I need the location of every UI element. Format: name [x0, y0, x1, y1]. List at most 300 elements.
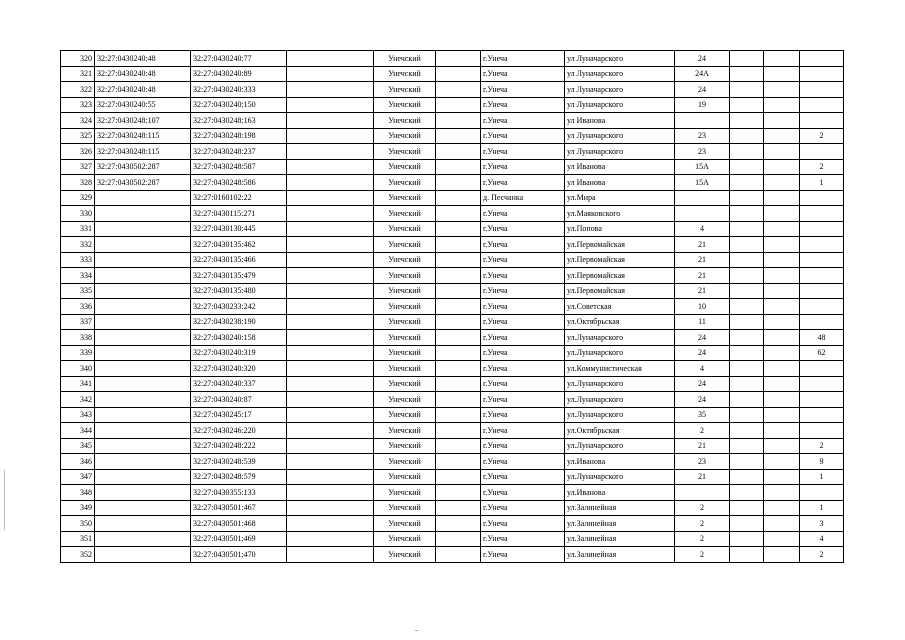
empty-cell-cell: [287, 159, 374, 175]
empty-cell-cell: [730, 97, 764, 113]
empty-cell-cell: [287, 221, 374, 237]
locality-cell: г.Унеча: [481, 252, 565, 268]
empty-cell-cell: [436, 190, 481, 206]
house-number-cell: 21: [675, 268, 730, 284]
house-number-cell: 4: [675, 221, 730, 237]
locality-cell: г.Унеча: [481, 423, 565, 439]
old-cadastral-number-cell: [95, 376, 191, 392]
street-cell: ул Иванова: [565, 159, 675, 175]
locality-cell: г.Унеча: [481, 345, 565, 361]
district-cell: Унечский: [374, 283, 436, 299]
row-number-cell: 329: [61, 190, 95, 206]
empty-cell-cell: [436, 66, 481, 82]
empty-cell-cell: [730, 485, 764, 501]
apartment-number-cell: 48: [800, 330, 844, 346]
house-number-cell: [675, 206, 730, 222]
house-number-cell: 24: [675, 51, 730, 67]
table-row: [61, 454, 844, 470]
empty-cell-cell: [436, 438, 481, 454]
apartment-number-cell: 2: [800, 128, 844, 144]
row-number-cell: 338: [61, 330, 95, 346]
cadastral-number-cell: 32:27:0430240:150: [191, 97, 287, 113]
cadastral-number-cell: 32:27:0430135:462: [191, 237, 287, 253]
empty-cell-cell: [436, 500, 481, 516]
street-cell: ул.Октябрьская: [565, 423, 675, 439]
apartment-number-cell: [800, 144, 844, 160]
house-number-cell: 11: [675, 314, 730, 330]
empty-cell-cell: [287, 97, 374, 113]
street-cell: ул Луначарского: [565, 144, 675, 160]
district-cell: Унечский: [374, 392, 436, 408]
table-row: [61, 144, 844, 160]
empty-cell-cell: [764, 531, 800, 547]
apartment-number-cell: [800, 97, 844, 113]
empty-cell-cell: [730, 206, 764, 222]
empty-cell-cell: [730, 469, 764, 485]
table-row: [61, 330, 844, 346]
empty-cell-cell: [730, 299, 764, 315]
row-number-cell: 350: [61, 516, 95, 532]
row-number-cell: 323: [61, 97, 95, 113]
old-cadastral-number-cell: [95, 237, 191, 253]
district-cell: Унечский: [374, 175, 436, 191]
house-number-cell: 2: [675, 423, 730, 439]
empty-cell-cell: [287, 237, 374, 253]
empty-cell-cell: [764, 268, 800, 284]
locality-cell: г.Унеча: [481, 97, 565, 113]
street-cell: ул.Первомайская: [565, 252, 675, 268]
apartment-number-cell: 3: [800, 516, 844, 532]
empty-cell-cell: [764, 376, 800, 392]
apartment-number-cell: [800, 66, 844, 82]
street-cell: ул Луначарского: [565, 66, 675, 82]
old-cadastral-number-cell: 32:27:0430240:48: [95, 51, 191, 67]
cadastral-number-cell: 32:27:0430130:445: [191, 221, 287, 237]
old-cadastral-number-cell: [95, 330, 191, 346]
row-number-cell: 320: [61, 51, 95, 67]
empty-cell-cell: [436, 531, 481, 547]
empty-cell-cell: [436, 128, 481, 144]
row-number-cell: 344: [61, 423, 95, 439]
district-cell: Унечский: [374, 314, 436, 330]
empty-cell-cell: [764, 51, 800, 67]
district-cell: Унечский: [374, 376, 436, 392]
empty-cell-cell: [730, 500, 764, 516]
empty-cell-cell: [287, 299, 374, 315]
house-number-cell: [675, 190, 730, 206]
empty-cell-cell: [764, 485, 800, 501]
registry-table: [60, 50, 844, 563]
empty-cell-cell: [436, 299, 481, 315]
apartment-number-cell: 2: [800, 159, 844, 175]
old-cadastral-number-cell: [95, 392, 191, 408]
empty-cell-cell: [730, 361, 764, 377]
locality-cell: г.Унеча: [481, 531, 565, 547]
apartment-number-cell: 2: [800, 547, 844, 563]
empty-cell-cell: [287, 268, 374, 284]
old-cadastral-number-cell: [95, 454, 191, 470]
empty-cell-cell: [436, 485, 481, 501]
empty-cell-cell: [436, 144, 481, 160]
apartment-number-cell: [800, 268, 844, 284]
cadastral-number-cell: 32:27:0430238:190: [191, 314, 287, 330]
old-cadastral-number-cell: [95, 423, 191, 439]
district-cell: Унечский: [374, 252, 436, 268]
empty-cell-cell: [287, 113, 374, 129]
house-number-cell: 24А: [675, 66, 730, 82]
old-cadastral-number-cell: 32:27:0430240:48: [95, 66, 191, 82]
house-number-cell: 24: [675, 330, 730, 346]
row-number-cell: 330: [61, 206, 95, 222]
empty-cell-cell: [287, 531, 374, 547]
street-cell: ул.Залинейная: [565, 516, 675, 532]
empty-cell-cell: [764, 454, 800, 470]
empty-cell-cell: [436, 330, 481, 346]
street-cell: ул.Луначарского: [565, 469, 675, 485]
empty-cell-cell: [730, 438, 764, 454]
cadastral-number-cell: 32:27:0430240:319: [191, 345, 287, 361]
empty-cell-cell: [730, 531, 764, 547]
empty-cell-cell: [730, 159, 764, 175]
empty-cell-cell: [287, 376, 374, 392]
empty-cell-cell: [287, 361, 374, 377]
empty-cell-cell: [730, 268, 764, 284]
house-number-cell: [675, 485, 730, 501]
district-cell: Унечский: [374, 159, 436, 175]
old-cadastral-number-cell: [95, 469, 191, 485]
empty-cell-cell: [287, 469, 374, 485]
street-cell: ул.Маяковского: [565, 206, 675, 222]
locality-cell: г.Унеча: [481, 221, 565, 237]
empty-cell-cell: [436, 252, 481, 268]
old-cadastral-number-cell: [95, 190, 191, 206]
empty-cell-cell: [764, 221, 800, 237]
old-cadastral-number-cell: [95, 438, 191, 454]
table-row: [61, 392, 844, 408]
apartment-number-cell: [800, 361, 844, 377]
empty-cell-cell: [764, 500, 800, 516]
house-number-cell: 35: [675, 407, 730, 423]
district-cell: Унечский: [374, 206, 436, 222]
table-row: [61, 423, 844, 439]
cadastral-number-cell: 32:27:0430135:466: [191, 252, 287, 268]
district-cell: Унечский: [374, 531, 436, 547]
empty-cell-cell: [730, 330, 764, 346]
empty-cell-cell: [287, 500, 374, 516]
empty-cell-cell: [764, 345, 800, 361]
empty-cell-cell: [764, 469, 800, 485]
locality-cell: г.Унеча: [481, 454, 565, 470]
empty-cell-cell: [436, 547, 481, 563]
empty-cell-cell: [287, 392, 374, 408]
empty-cell-cell: [287, 252, 374, 268]
cadastral-number-cell: 32:27:0430240:87: [191, 392, 287, 408]
street-cell: ул Иванова: [565, 113, 675, 129]
apartment-number-cell: 1: [800, 175, 844, 191]
empty-cell-cell: [287, 283, 374, 299]
table-row: [61, 469, 844, 485]
apartment-number-cell: 62: [800, 345, 844, 361]
district-cell: Унечский: [374, 299, 436, 315]
table-row: [61, 376, 844, 392]
district-cell: Унечский: [374, 547, 436, 563]
scan-edge-mark: [4, 470, 5, 530]
row-number-cell: 337: [61, 314, 95, 330]
street-cell: ул.Мира: [565, 190, 675, 206]
district-cell: Унечский: [374, 516, 436, 532]
table-row: [61, 252, 844, 268]
old-cadastral-number-cell: 32:27:0430248:107: [95, 113, 191, 129]
apartment-number-cell: 1: [800, 500, 844, 516]
locality-cell: г.Унеча: [481, 469, 565, 485]
locality-cell: г.Унеча: [481, 175, 565, 191]
house-number-cell: 24: [675, 345, 730, 361]
empty-cell-cell: [764, 283, 800, 299]
empty-cell-cell: [764, 237, 800, 253]
old-cadastral-number-cell: [95, 500, 191, 516]
street-cell: ул.Первомайская: [565, 283, 675, 299]
street-cell: ул.Иванова: [565, 485, 675, 501]
cadastral-number-cell: 32:27:0430501:468: [191, 516, 287, 532]
empty-cell-cell: [287, 407, 374, 423]
table-row: [61, 128, 844, 144]
old-cadastral-number-cell: [95, 221, 191, 237]
locality-cell: г.Унеча: [481, 144, 565, 160]
locality-cell: г.Унеча: [481, 113, 565, 129]
old-cadastral-number-cell: [95, 407, 191, 423]
locality-cell: г.Унеча: [481, 500, 565, 516]
empty-cell-cell: [764, 330, 800, 346]
cadastral-number-cell: 32:27:0430115:271: [191, 206, 287, 222]
empty-cell-cell: [436, 454, 481, 470]
empty-cell-cell: [730, 314, 764, 330]
table-row: [61, 438, 844, 454]
empty-cell-cell: [287, 345, 374, 361]
empty-cell-cell: [764, 314, 800, 330]
empty-cell-cell: [287, 330, 374, 346]
empty-cell-cell: [730, 454, 764, 470]
cadastral-number-cell: 32:27:0430501:470: [191, 547, 287, 563]
empty-cell-cell: [764, 516, 800, 532]
locality-cell: г.Унеча: [481, 547, 565, 563]
locality-cell: г.Унеча: [481, 516, 565, 532]
old-cadastral-number-cell: 32:27:0430240:55: [95, 97, 191, 113]
empty-cell-cell: [436, 175, 481, 191]
empty-cell-cell: [436, 376, 481, 392]
street-cell: ул.Залинейная: [565, 500, 675, 516]
empty-cell-cell: [287, 66, 374, 82]
cadastral-number-cell: 32:27:0430248:587: [191, 159, 287, 175]
district-cell: Унечский: [374, 345, 436, 361]
empty-cell-cell: [436, 283, 481, 299]
cadastral-number-cell: 32:27:0430135:480: [191, 283, 287, 299]
empty-cell-cell: [730, 82, 764, 98]
empty-cell-cell: [436, 82, 481, 98]
empty-cell-cell: [436, 159, 481, 175]
apartment-number-cell: [800, 113, 844, 129]
old-cadastral-number-cell: [95, 252, 191, 268]
locality-cell: д. Песчанка: [481, 190, 565, 206]
row-number-cell: 347: [61, 469, 95, 485]
house-number-cell: 15А: [675, 175, 730, 191]
empty-cell-cell: [764, 66, 800, 82]
cadastral-number-cell: 32:27:0430248:198: [191, 128, 287, 144]
cadastral-number-cell: 32:27:0430248:539: [191, 454, 287, 470]
row-number-cell: 345: [61, 438, 95, 454]
house-number-cell: 24: [675, 392, 730, 408]
district-cell: Унечский: [374, 361, 436, 377]
row-number-cell: 324: [61, 113, 95, 129]
row-number-cell: 348: [61, 485, 95, 501]
row-number-cell: 339: [61, 345, 95, 361]
row-number-cell: 336: [61, 299, 95, 315]
apartment-number-cell: [800, 407, 844, 423]
empty-cell-cell: [730, 547, 764, 563]
empty-cell-cell: [287, 454, 374, 470]
empty-cell-cell: [436, 206, 481, 222]
empty-cell-cell: [436, 268, 481, 284]
locality-cell: г.Унеча: [481, 314, 565, 330]
cadastral-number-cell: 32:27:0430248:586: [191, 175, 287, 191]
old-cadastral-number-cell: [95, 299, 191, 315]
locality-cell: г.Унеча: [481, 206, 565, 222]
empty-cell-cell: [730, 283, 764, 299]
table-row: [61, 221, 844, 237]
row-number-cell: 331: [61, 221, 95, 237]
locality-cell: г.Унеча: [481, 299, 565, 315]
empty-cell-cell: [436, 113, 481, 129]
row-number-cell: 321: [61, 66, 95, 82]
district-cell: Унечский: [374, 454, 436, 470]
empty-cell-cell: [730, 66, 764, 82]
street-cell: ул.Советская: [565, 299, 675, 315]
row-number-cell: 327: [61, 159, 95, 175]
empty-cell-cell: [764, 361, 800, 377]
house-number-cell: 24: [675, 82, 730, 98]
locality-cell: г.Унеча: [481, 438, 565, 454]
district-cell: Унечский: [374, 51, 436, 67]
old-cadastral-number-cell: 32:27:0430502:287: [95, 159, 191, 175]
cadastral-number-cell: 32:27:0430248:163: [191, 113, 287, 129]
district-cell: Унечский: [374, 66, 436, 82]
cadastral-number-cell: 32:27:0430240:320: [191, 361, 287, 377]
street-cell: ул.Коммунистическая: [565, 361, 675, 377]
apartment-number-cell: [800, 206, 844, 222]
house-number-cell: 21: [675, 237, 730, 253]
table-row: [61, 66, 844, 82]
district-cell: Унечский: [374, 237, 436, 253]
house-number-cell: 23: [675, 144, 730, 160]
empty-cell-cell: [764, 159, 800, 175]
empty-cell-cell: [764, 252, 800, 268]
house-number-cell: 23: [675, 454, 730, 470]
apartment-number-cell: [800, 423, 844, 439]
house-number-cell: 10: [675, 299, 730, 315]
old-cadastral-number-cell: [95, 314, 191, 330]
empty-cell-cell: [287, 175, 374, 191]
old-cadastral-number-cell: [95, 516, 191, 532]
empty-cell-cell: [436, 407, 481, 423]
table-row: [61, 190, 844, 206]
locality-cell: г.Унеча: [481, 128, 565, 144]
street-cell: ул Луначарского: [565, 82, 675, 98]
empty-cell-cell: [287, 206, 374, 222]
empty-cell-cell: [287, 190, 374, 206]
empty-cell-cell: [730, 345, 764, 361]
apartment-number-cell: [800, 221, 844, 237]
apartment-number-cell: 2: [800, 438, 844, 454]
empty-cell-cell: [287, 51, 374, 67]
house-number-cell: 21: [675, 469, 730, 485]
old-cadastral-number-cell: [95, 283, 191, 299]
apartment-number-cell: [800, 82, 844, 98]
table-row: [61, 51, 844, 67]
empty-cell-cell: [764, 97, 800, 113]
table-row: [61, 268, 844, 284]
registry-rows: [61, 51, 844, 563]
empty-cell-cell: [436, 423, 481, 439]
apartment-number-cell: [800, 252, 844, 268]
empty-cell-cell: [730, 175, 764, 191]
locality-cell: г.Унеча: [481, 66, 565, 82]
cadastral-number-cell: 32:27:0430240:337: [191, 376, 287, 392]
cadastral-number-cell: 32:27:0430246:220: [191, 423, 287, 439]
apartment-number-cell: 1: [800, 469, 844, 485]
empty-cell-cell: [287, 485, 374, 501]
locality-cell: г.Унеча: [481, 407, 565, 423]
empty-cell-cell: [730, 237, 764, 253]
apartment-number-cell: [800, 237, 844, 253]
locality-cell: г.Унеча: [481, 82, 565, 98]
locality-cell: г.Унеча: [481, 361, 565, 377]
empty-cell-cell: [764, 144, 800, 160]
table-row: [61, 361, 844, 377]
house-number-cell: 4: [675, 361, 730, 377]
empty-cell-cell: [764, 438, 800, 454]
row-number-cell: 322: [61, 82, 95, 98]
district-cell: Унечский: [374, 128, 436, 144]
empty-cell-cell: [730, 392, 764, 408]
house-number-cell: 23: [675, 128, 730, 144]
house-number-cell: 15А: [675, 159, 730, 175]
street-cell: ул Иванова: [565, 175, 675, 191]
apartment-number-cell: [800, 485, 844, 501]
table-row: [61, 407, 844, 423]
empty-cell-cell: [436, 469, 481, 485]
house-number-cell: [675, 113, 730, 129]
empty-cell-cell: [764, 423, 800, 439]
table-row: [61, 159, 844, 175]
old-cadastral-number-cell: [95, 206, 191, 222]
table-row: [61, 345, 844, 361]
locality-cell: г.Унеча: [481, 330, 565, 346]
apartment-number-cell: [800, 299, 844, 315]
street-cell: ул.Первомайская: [565, 237, 675, 253]
empty-cell-cell: [436, 361, 481, 377]
street-cell: ул.Луначарского: [565, 407, 675, 423]
locality-cell: г.Унеча: [481, 268, 565, 284]
empty-cell-cell: [764, 392, 800, 408]
row-number-cell: 342: [61, 392, 95, 408]
locality-cell: г.Унеча: [481, 392, 565, 408]
district-cell: Унечский: [374, 438, 436, 454]
row-number-cell: 328: [61, 175, 95, 191]
empty-cell-cell: [436, 97, 481, 113]
apartment-number-cell: [800, 392, 844, 408]
street-cell: ул.Первомайская: [565, 268, 675, 284]
street-cell: ул.Луначарского: [565, 438, 675, 454]
table-row: [61, 82, 844, 98]
